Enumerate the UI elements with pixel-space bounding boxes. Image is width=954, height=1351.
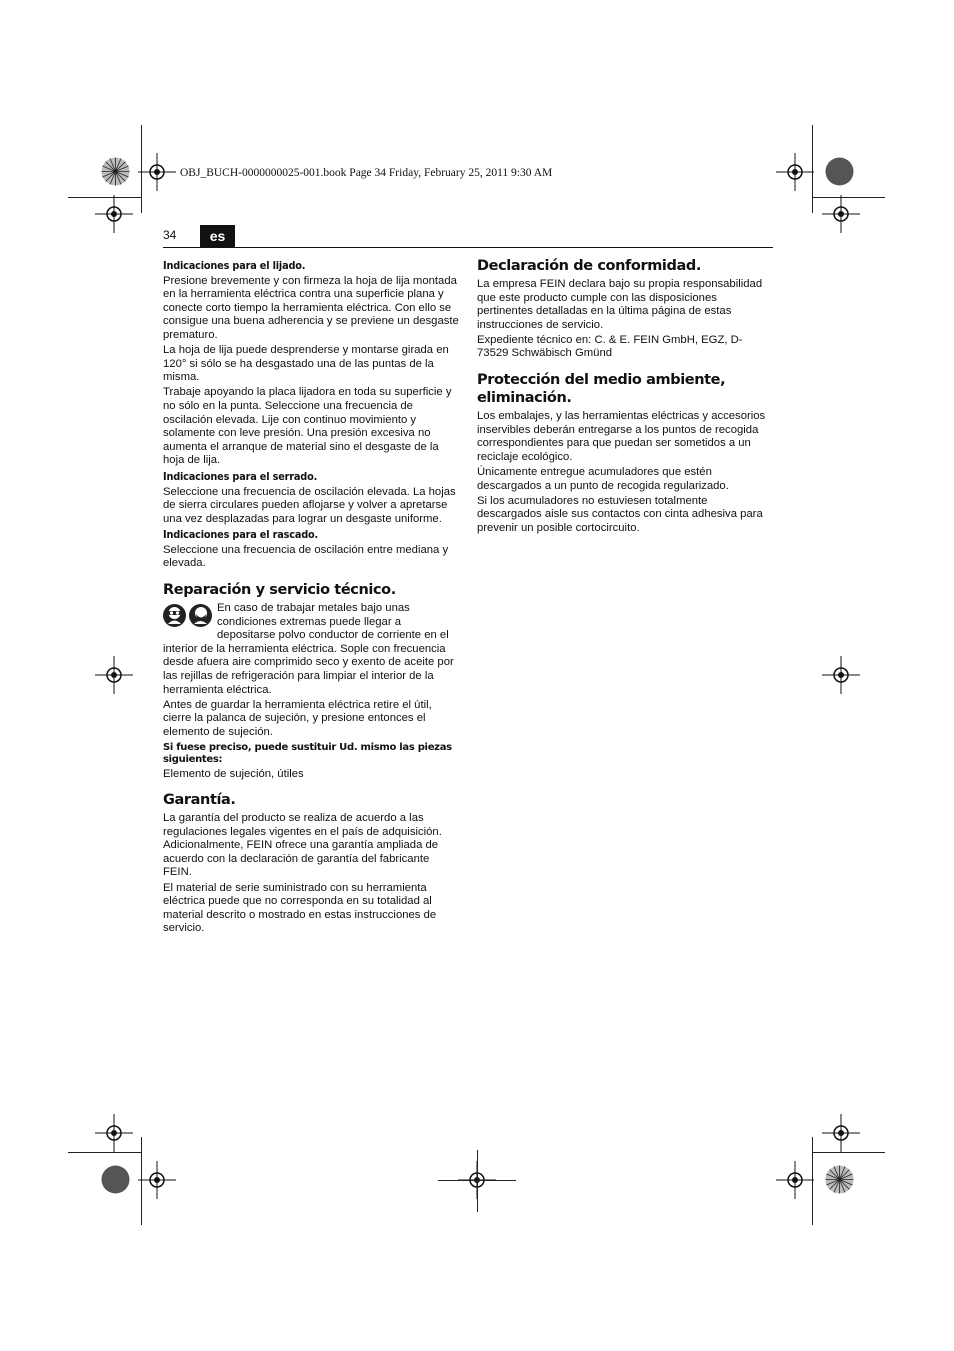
- paragraph: Trabaje apoyando la placa lijadora en toda su superficie y no sólo en la punta. Seleccione una frecuencia de oscilación elevada. Lije con continuo movimiento y solamente con leve presión. Una presión excesiva no aumenta el arranque de material sino el desgaste de la hoja de lija.: [163, 386, 452, 467]
- warning-text: En caso de trabajar metales bajo unas condiciones extremas puede llegar a depositarse polvo conductor de corriente en el interior de la herramienta eléctrica. Sople con frecuencia desde afuera aire comprimido seco y exento de aceite por las rejillas de refrigeración para limpiar el interior de la herramienta eléctrica.: [163, 602, 454, 696]
- paragraph: Presione brevemente y con firmeza la hoja de lija montada en la herramienta eléctrica contra una superficie plana y conecte corto tiempo la herramienta eléctrica. Con ello se consigue una buena adherencia y se previene un desgaste prematuro.: [163, 274, 459, 341]
- color-target: [101, 1165, 130, 1194]
- paragraph: Seleccione una frecuencia de oscilación elevada. La hojas de sierra circulares pueden aflojarse y volver a apretarse una vez desplazadas para lograr un desgaste uniforme.: [163, 485, 456, 525]
- registration-mark: [822, 1114, 860, 1152]
- section-heading: Reparación y servicio técnico.: [163, 582, 396, 599]
- dust-mask-icon: [189, 604, 212, 627]
- header-rule: [163, 247, 773, 248]
- section-heading: Declaración de conformidad.: [477, 258, 701, 274]
- registration-mark: [776, 153, 814, 191]
- paragraph: Los embalajes, y las herramientas eléctricas y accesorios inservibles deberán entregarse a los puntos de recogida correspondientes para que puedan ser sometidos a un reciclaje ecológico.: [477, 410, 766, 463]
- registration-mark: [138, 1161, 176, 1199]
- paragraph: Únicamente entregue acumuladores que estén descargados a un punto de recogida regularizado.: [477, 465, 729, 492]
- registration-mark: [95, 656, 133, 694]
- registration-mark: [822, 195, 860, 233]
- registration-mark: [138, 153, 176, 191]
- color-target: [825, 157, 854, 186]
- crop-mark: [812, 1152, 885, 1153]
- paragraph: Elemento de sujeción, útiles: [163, 767, 304, 780]
- paragraph: La garantía del producto se realiza de acuerdo a las regulaciones legales vigentes en el país de adquisición. Adicionalmente, FEIN ofrece una garantía ampliada de acuerdo con la declaración de garantía del fabricante FEIN.: [163, 812, 442, 879]
- paragraph: La hoja de lija puede desprenderse y montarse girada en 120° si sólo se ha desgastado una de las puntas de la misma.: [163, 344, 449, 384]
- section-subheading: Si fuese preciso, puede sustituir Ud. mismo las piezas siguientes:: [163, 741, 452, 765]
- paragraph: Si los acumuladores no estuviesen totalmente descargados aisle sus contactos con cinta adhesiva para prevenir un posible cortocircuito.: [477, 494, 763, 534]
- registration-mark: [95, 195, 133, 233]
- paragraph: Antes de guardar la herramienta eléctrica retire el útil, cierre la palanca de sujeción, y presione entonces el elemento de sujeción.: [163, 698, 432, 738]
- paragraph: Expediente técnico en: C. & E. FEIN GmbH, EGZ, D-73529 Schwäbisch Gmünd: [477, 333, 743, 360]
- left-column: [163, 257, 459, 937]
- right-column: [477, 257, 773, 537]
- starburst-target: [101, 157, 130, 186]
- paragraph: La empresa FEIN declara bajo su propia responsabilidad que este producto cumple con las disposiciones pertinentes detalladas en la última página de estas instrucciones de servicio.: [477, 278, 763, 331]
- goggles-icon: [163, 604, 186, 627]
- section-subheading: Indicaciones para el lijado.: [163, 260, 306, 272]
- paragraph: Seleccione una frecuencia de oscilación entre mediana y elevada.: [163, 543, 449, 570]
- page-number: 34: [163, 228, 177, 242]
- paragraph: El material de serie suministrado con su herramienta eléctrica puede que no corresponda en su totalidad al material descrito o mostrado en estas instrucciones de servicio.: [163, 881, 437, 935]
- registration-mark: [776, 1161, 814, 1199]
- crop-mark: [68, 1152, 141, 1153]
- section-heading: Garantía.: [163, 792, 236, 809]
- language-tab: es: [200, 225, 235, 247]
- print-slug: OBJ_BUCH-0000000025-001.book Page 34 Friday, February 25, 2011 9:30 AM: [180, 167, 553, 179]
- warning-icons: [163, 604, 212, 627]
- section-subheading: Indicaciones para el serrado.: [163, 470, 318, 483]
- crop-mark: [477, 1150, 478, 1212]
- section-heading: Protección del medio ambiente, eliminación.: [477, 372, 726, 407]
- starburst-target: [825, 1165, 854, 1194]
- registration-mark: [822, 656, 860, 694]
- section-subheading: Indicaciones para el rascado.: [163, 529, 319, 542]
- registration-mark: [95, 1114, 133, 1152]
- warning-block: [163, 602, 459, 697]
